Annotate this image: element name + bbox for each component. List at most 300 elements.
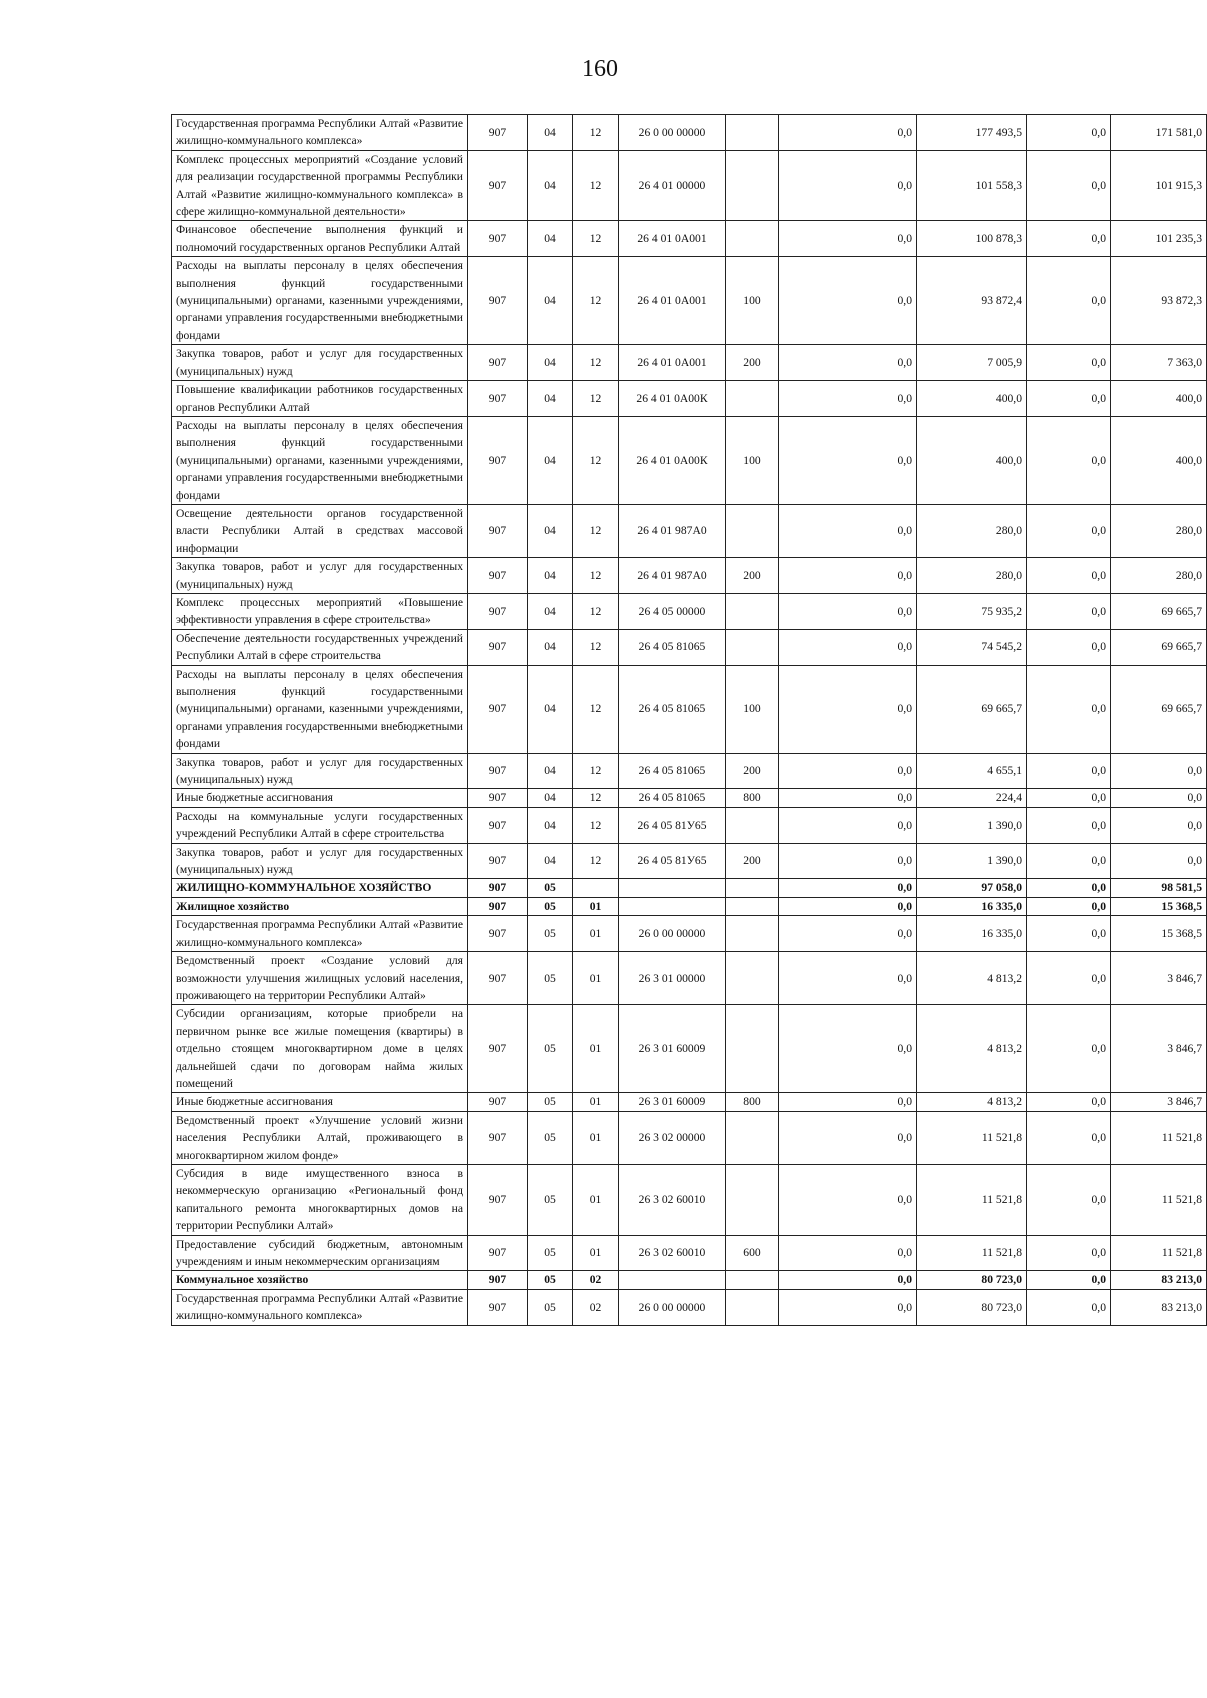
cell-section: 05 bbox=[528, 916, 573, 952]
cell-value-2: 4 813,2 bbox=[917, 1093, 1027, 1111]
cell-grbs: 907 bbox=[468, 843, 528, 879]
table-row bbox=[172, 879, 1207, 897]
cell-value-4: 11 521,8 bbox=[1111, 1111, 1207, 1164]
cell-subsection: 12 bbox=[573, 504, 619, 557]
cell-grbs: 907 bbox=[468, 789, 528, 807]
cell-value-1: 0,0 bbox=[779, 1289, 917, 1325]
cell-value-4: 0,0 bbox=[1111, 843, 1207, 879]
table-row bbox=[172, 115, 1207, 151]
table-row bbox=[172, 416, 1207, 504]
cell-name: Коммунальное хозяйство bbox=[172, 1271, 468, 1289]
cell-subsection: 02 bbox=[573, 1271, 619, 1289]
cell-value-1: 0,0 bbox=[779, 381, 917, 417]
cell-name: Финансовое обеспечение выполнения функций и полномочий государственных органов Республики Алтай bbox=[172, 221, 468, 257]
cell-grbs: 907 bbox=[468, 952, 528, 1005]
cell-target-article: 26 4 05 00000 bbox=[619, 593, 726, 629]
cell-value-2: 75 935,2 bbox=[917, 593, 1027, 629]
cell-value-4: 83 213,0 bbox=[1111, 1289, 1207, 1325]
cell-value-1: 0,0 bbox=[779, 150, 917, 221]
cell-subsection: 12 bbox=[573, 789, 619, 807]
cell-value-3: 0,0 bbox=[1027, 1005, 1111, 1093]
cell-subsection: 01 bbox=[573, 897, 619, 915]
table-row bbox=[172, 897, 1207, 915]
cell-subsection: 12 bbox=[573, 665, 619, 753]
cell-name: Жилищное хозяйство bbox=[172, 897, 468, 915]
table-row bbox=[172, 221, 1207, 257]
cell-section: 04 bbox=[528, 345, 573, 381]
cell-value-3: 0,0 bbox=[1027, 807, 1111, 843]
cell-value-4: 3 846,7 bbox=[1111, 1093, 1207, 1111]
cell-value-2: 1 390,0 bbox=[917, 843, 1027, 879]
cell-target-article: 26 4 01 0А00К bbox=[619, 416, 726, 504]
cell-value-2: 280,0 bbox=[917, 558, 1027, 594]
cell-subsection: 12 bbox=[573, 345, 619, 381]
cell-value-1: 0,0 bbox=[779, 593, 917, 629]
cell-grbs: 907 bbox=[468, 1271, 528, 1289]
cell-value-3: 0,0 bbox=[1027, 345, 1111, 381]
cell-section: 04 bbox=[528, 558, 573, 594]
cell-subsection: 12 bbox=[573, 257, 619, 345]
cell-target-article: 26 4 05 81065 bbox=[619, 789, 726, 807]
cell-name: Государственная программа Республики Алтай «Развитие жилищно-коммунального комплекса» bbox=[172, 916, 468, 952]
cell-grbs: 907 bbox=[468, 753, 528, 789]
cell-grbs: 907 bbox=[468, 593, 528, 629]
table-row bbox=[172, 345, 1207, 381]
cell-expense-type bbox=[726, 1271, 779, 1289]
page-number: 160 bbox=[582, 56, 618, 82]
cell-name: Закупка товаров, работ и услуг для государственных (муниципальных) нужд bbox=[172, 753, 468, 789]
cell-value-1: 0,0 bbox=[779, 897, 917, 915]
cell-name: Предоставление субсидий бюджетным, автономным учреждениям и иным некоммерческим организациям bbox=[172, 1235, 468, 1271]
cell-subsection: 12 bbox=[573, 593, 619, 629]
cell-value-1: 0,0 bbox=[779, 221, 917, 257]
cell-value-2: 4 655,1 bbox=[917, 753, 1027, 789]
cell-value-4: 15 368,5 bbox=[1111, 916, 1207, 952]
cell-value-2: 7 005,9 bbox=[917, 345, 1027, 381]
cell-value-1: 0,0 bbox=[779, 1271, 917, 1289]
cell-value-4: 93 872,3 bbox=[1111, 257, 1207, 345]
cell-expense-type bbox=[726, 629, 779, 665]
cell-grbs: 907 bbox=[468, 1289, 528, 1325]
cell-section: 04 bbox=[528, 257, 573, 345]
cell-value-1: 0,0 bbox=[779, 1111, 917, 1164]
cell-section: 05 bbox=[528, 1111, 573, 1164]
cell-value-2: 1 390,0 bbox=[917, 807, 1027, 843]
cell-target-article: 26 4 05 81У65 bbox=[619, 807, 726, 843]
table-row bbox=[172, 1164, 1207, 1235]
cell-value-3: 0,0 bbox=[1027, 558, 1111, 594]
cell-value-2: 100 878,3 bbox=[917, 221, 1027, 257]
cell-name: Повышение квалификации работников государственных органов Республики Алтай bbox=[172, 381, 468, 417]
table-row bbox=[172, 504, 1207, 557]
cell-value-1: 0,0 bbox=[779, 1164, 917, 1235]
cell-grbs: 907 bbox=[468, 1164, 528, 1235]
cell-value-3: 0,0 bbox=[1027, 504, 1111, 557]
cell-value-3: 0,0 bbox=[1027, 897, 1111, 915]
table-row bbox=[172, 916, 1207, 952]
cell-name: Субсидия в виде имущественного взноса в некоммерческую организацию «Региональный фонд капитального ремонта многоквартирных домов на территории Республики Алтай» bbox=[172, 1164, 468, 1235]
cell-subsection: 02 bbox=[573, 1289, 619, 1325]
cell-expense-type: 100 bbox=[726, 416, 779, 504]
table-body bbox=[172, 115, 1207, 1326]
cell-subsection: 12 bbox=[573, 807, 619, 843]
cell-target-article: 26 0 00 00000 bbox=[619, 115, 726, 151]
cell-value-1: 0,0 bbox=[779, 789, 917, 807]
table-row bbox=[172, 665, 1207, 753]
cell-target-article bbox=[619, 897, 726, 915]
cell-value-4: 69 665,7 bbox=[1111, 665, 1207, 753]
cell-value-4: 400,0 bbox=[1111, 416, 1207, 504]
cell-grbs: 907 bbox=[468, 221, 528, 257]
cell-target-article: 26 4 01 987А0 bbox=[619, 504, 726, 557]
cell-value-2: 11 521,8 bbox=[917, 1111, 1027, 1164]
cell-value-1: 0,0 bbox=[779, 1093, 917, 1111]
cell-grbs: 907 bbox=[468, 1005, 528, 1093]
cell-value-2: 80 723,0 bbox=[917, 1289, 1027, 1325]
cell-value-1: 0,0 bbox=[779, 665, 917, 753]
cell-value-1: 0,0 bbox=[779, 629, 917, 665]
cell-subsection: 01 bbox=[573, 1093, 619, 1111]
cell-expense-type: 600 bbox=[726, 1235, 779, 1271]
cell-value-3: 0,0 bbox=[1027, 1235, 1111, 1271]
cell-section: 05 bbox=[528, 1005, 573, 1093]
cell-target-article: 26 4 05 81065 bbox=[619, 629, 726, 665]
cell-value-1: 0,0 bbox=[779, 558, 917, 594]
cell-target-article: 26 4 01 987А0 bbox=[619, 558, 726, 594]
cell-value-2: 101 558,3 bbox=[917, 150, 1027, 221]
cell-value-2: 177 493,5 bbox=[917, 115, 1027, 151]
cell-expense-type bbox=[726, 115, 779, 151]
cell-value-2: 93 872,4 bbox=[917, 257, 1027, 345]
table-row bbox=[172, 753, 1207, 789]
cell-value-3: 0,0 bbox=[1027, 952, 1111, 1005]
table-row bbox=[172, 150, 1207, 221]
table-row bbox=[172, 593, 1207, 629]
cell-value-4: 11 521,8 bbox=[1111, 1235, 1207, 1271]
cell-section: 04 bbox=[528, 504, 573, 557]
cell-name: Закупка товаров, работ и услуг для государственных (муниципальных) нужд bbox=[172, 558, 468, 594]
cell-target-article: 26 3 01 60009 bbox=[619, 1093, 726, 1111]
cell-subsection: 01 bbox=[573, 1111, 619, 1164]
cell-value-4: 280,0 bbox=[1111, 558, 1207, 594]
cell-subsection: 01 bbox=[573, 1005, 619, 1093]
cell-target-article: 26 4 01 00000 bbox=[619, 150, 726, 221]
cell-value-1: 0,0 bbox=[779, 879, 917, 897]
cell-target-article: 26 0 00 00000 bbox=[619, 1289, 726, 1325]
cell-grbs: 907 bbox=[468, 381, 528, 417]
cell-value-2: 69 665,7 bbox=[917, 665, 1027, 753]
cell-value-1: 0,0 bbox=[779, 416, 917, 504]
cell-target-article bbox=[619, 879, 726, 897]
cell-target-article: 26 4 01 0А001 bbox=[619, 221, 726, 257]
cell-grbs: 907 bbox=[468, 897, 528, 915]
cell-grbs: 907 bbox=[468, 345, 528, 381]
cell-value-4: 83 213,0 bbox=[1111, 1271, 1207, 1289]
cell-target-article: 26 4 01 0А00К bbox=[619, 381, 726, 417]
cell-name: ЖИЛИЩНО-КОММУНАЛЬНОЕ ХОЗЯЙСТВО bbox=[172, 879, 468, 897]
cell-value-3: 0,0 bbox=[1027, 115, 1111, 151]
cell-value-1: 0,0 bbox=[779, 1005, 917, 1093]
cell-value-4: 101 235,3 bbox=[1111, 221, 1207, 257]
cell-name: Комплекс процессных мероприятий «Создание условий для реализации государственной программы Республики Алтай «Развитие жилищно-коммунального комплекса» в сфере жилищно-коммунальной деятельности» bbox=[172, 150, 468, 221]
table-row bbox=[172, 1093, 1207, 1111]
cell-value-3: 0,0 bbox=[1027, 221, 1111, 257]
cell-value-4: 0,0 bbox=[1111, 789, 1207, 807]
cell-grbs: 907 bbox=[468, 665, 528, 753]
cell-subsection: 01 bbox=[573, 1164, 619, 1235]
cell-expense-type: 200 bbox=[726, 753, 779, 789]
budget-table bbox=[171, 114, 1207, 1326]
cell-expense-type bbox=[726, 1164, 779, 1235]
cell-value-3: 0,0 bbox=[1027, 257, 1111, 345]
cell-value-2: 224,4 bbox=[917, 789, 1027, 807]
cell-section: 04 bbox=[528, 789, 573, 807]
cell-expense-type bbox=[726, 879, 779, 897]
cell-section: 04 bbox=[528, 115, 573, 151]
cell-name: Расходы на выплаты персоналу в целях обеспечения выполнения функций государственными (муниципальными) органами, казенными учреждениями, органами управления государственными внебюджетными фондами bbox=[172, 416, 468, 504]
cell-expense-type bbox=[726, 1289, 779, 1325]
cell-value-3: 0,0 bbox=[1027, 629, 1111, 665]
cell-value-1: 0,0 bbox=[779, 753, 917, 789]
cell-value-3: 0,0 bbox=[1027, 150, 1111, 221]
cell-subsection: 12 bbox=[573, 629, 619, 665]
cell-target-article: 26 3 02 60010 bbox=[619, 1164, 726, 1235]
cell-subsection: 12 bbox=[573, 753, 619, 789]
cell-expense-type: 100 bbox=[726, 665, 779, 753]
cell-name: Закупка товаров, работ и услуг для государственных (муниципальных) нужд bbox=[172, 345, 468, 381]
cell-value-4: 7 363,0 bbox=[1111, 345, 1207, 381]
cell-subsection: 12 bbox=[573, 221, 619, 257]
cell-section: 04 bbox=[528, 843, 573, 879]
cell-value-1: 0,0 bbox=[779, 345, 917, 381]
cell-expense-type bbox=[726, 504, 779, 557]
cell-value-3: 0,0 bbox=[1027, 1289, 1111, 1325]
cell-section: 05 bbox=[528, 952, 573, 1005]
cell-target-article: 26 4 01 0А001 bbox=[619, 345, 726, 381]
cell-name: Расходы на выплаты персоналу в целях обеспечения выполнения функций государственными (муниципальными) органами, казенными учреждениями, органами управления государственными внебюджетными фондами bbox=[172, 257, 468, 345]
cell-value-1: 0,0 bbox=[779, 504, 917, 557]
cell-subsection: 12 bbox=[573, 416, 619, 504]
cell-section: 05 bbox=[528, 1164, 573, 1235]
cell-grbs: 907 bbox=[468, 257, 528, 345]
cell-expense-type: 200 bbox=[726, 843, 779, 879]
table-row bbox=[172, 807, 1207, 843]
cell-name: Иные бюджетные ассигнования bbox=[172, 789, 468, 807]
cell-expense-type: 800 bbox=[726, 789, 779, 807]
cell-value-2: 16 335,0 bbox=[917, 897, 1027, 915]
cell-section: 04 bbox=[528, 807, 573, 843]
cell-value-3: 0,0 bbox=[1027, 753, 1111, 789]
cell-section: 04 bbox=[528, 629, 573, 665]
cell-grbs: 907 bbox=[468, 150, 528, 221]
cell-section: 05 bbox=[528, 1271, 573, 1289]
table-row bbox=[172, 1289, 1207, 1325]
cell-value-3: 0,0 bbox=[1027, 1271, 1111, 1289]
cell-value-4: 101 915,3 bbox=[1111, 150, 1207, 221]
cell-name: Расходы на коммунальные услуги государственных учреждений Республики Алтай в сфере строительства bbox=[172, 807, 468, 843]
cell-section: 05 bbox=[528, 879, 573, 897]
cell-value-2: 400,0 bbox=[917, 381, 1027, 417]
table-row bbox=[172, 381, 1207, 417]
cell-value-3: 0,0 bbox=[1027, 789, 1111, 807]
cell-target-article: 26 4 01 0А001 bbox=[619, 257, 726, 345]
cell-value-1: 0,0 bbox=[779, 843, 917, 879]
cell-target-article: 26 3 01 60009 bbox=[619, 1005, 726, 1093]
cell-section: 05 bbox=[528, 1235, 573, 1271]
cell-name: Комплекс процессных мероприятий «Повышение эффективности управления в сфере строительства» bbox=[172, 593, 468, 629]
cell-expense-type: 800 bbox=[726, 1093, 779, 1111]
cell-value-3: 0,0 bbox=[1027, 1111, 1111, 1164]
cell-value-4: 98 581,5 bbox=[1111, 879, 1207, 897]
cell-section: 04 bbox=[528, 150, 573, 221]
cell-value-4: 15 368,5 bbox=[1111, 897, 1207, 915]
cell-subsection: 12 bbox=[573, 115, 619, 151]
cell-section: 04 bbox=[528, 593, 573, 629]
cell-target-article: 26 4 05 81065 bbox=[619, 665, 726, 753]
cell-grbs: 907 bbox=[468, 807, 528, 843]
cell-expense-type bbox=[726, 1005, 779, 1093]
cell-grbs: 907 bbox=[468, 115, 528, 151]
cell-expense-type bbox=[726, 593, 779, 629]
cell-value-2: 16 335,0 bbox=[917, 916, 1027, 952]
cell-value-2: 4 813,2 bbox=[917, 952, 1027, 1005]
table-row bbox=[172, 1111, 1207, 1164]
cell-value-3: 0,0 bbox=[1027, 1164, 1111, 1235]
cell-value-2: 4 813,2 bbox=[917, 1005, 1027, 1093]
cell-value-4: 171 581,0 bbox=[1111, 115, 1207, 151]
cell-target-article: 26 3 02 00000 bbox=[619, 1111, 726, 1164]
cell-value-3: 0,0 bbox=[1027, 843, 1111, 879]
cell-target-article: 26 0 00 00000 bbox=[619, 916, 726, 952]
cell-value-3: 0,0 bbox=[1027, 879, 1111, 897]
cell-section: 04 bbox=[528, 416, 573, 504]
cell-subsection: 01 bbox=[573, 1235, 619, 1271]
cell-section: 05 bbox=[528, 1289, 573, 1325]
cell-value-3: 0,0 bbox=[1027, 665, 1111, 753]
cell-value-4: 11 521,8 bbox=[1111, 1164, 1207, 1235]
cell-expense-type bbox=[726, 221, 779, 257]
table-row bbox=[172, 1005, 1207, 1093]
cell-value-3: 0,0 bbox=[1027, 416, 1111, 504]
cell-section: 05 bbox=[528, 897, 573, 915]
cell-value-2: 400,0 bbox=[917, 416, 1027, 504]
cell-value-2: 74 545,2 bbox=[917, 629, 1027, 665]
cell-value-2: 11 521,8 bbox=[917, 1235, 1027, 1271]
cell-name: Закупка товаров, работ и услуг для государственных (муниципальных) нужд bbox=[172, 843, 468, 879]
cell-subsection: 12 bbox=[573, 558, 619, 594]
cell-name: Государственная программа Республики Алтай «Развитие жилищно-коммунального комплекса» bbox=[172, 115, 468, 151]
cell-value-4: 3 846,7 bbox=[1111, 952, 1207, 1005]
cell-grbs: 907 bbox=[468, 416, 528, 504]
table-row bbox=[172, 789, 1207, 807]
cell-target-article: 26 4 05 81У65 bbox=[619, 843, 726, 879]
cell-target-article: 26 3 01 00000 bbox=[619, 952, 726, 1005]
cell-expense-type bbox=[726, 150, 779, 221]
cell-value-4: 3 846,7 bbox=[1111, 1005, 1207, 1093]
table-row bbox=[172, 629, 1207, 665]
cell-value-1: 0,0 bbox=[779, 1235, 917, 1271]
cell-value-3: 0,0 bbox=[1027, 593, 1111, 629]
cell-value-3: 0,0 bbox=[1027, 381, 1111, 417]
cell-value-4: 400,0 bbox=[1111, 381, 1207, 417]
cell-subsection: 12 bbox=[573, 381, 619, 417]
cell-value-3: 0,0 bbox=[1027, 916, 1111, 952]
cell-target-article bbox=[619, 1271, 726, 1289]
cell-name: Государственная программа Республики Алтай «Развитие жилищно-коммунального комплекса» bbox=[172, 1289, 468, 1325]
table-row bbox=[172, 257, 1207, 345]
cell-name: Освещение деятельности органов государственной власти Республики Алтай в средствах массовой информации bbox=[172, 504, 468, 557]
cell-value-4: 69 665,7 bbox=[1111, 629, 1207, 665]
cell-name: Расходы на выплаты персоналу в целях обеспечения выполнения функций государственными (муниципальными) органами, казенными учреждениями, органами управления государственными внебюджетными фондами bbox=[172, 665, 468, 753]
table-row bbox=[172, 952, 1207, 1005]
cell-name: Иные бюджетные ассигнования bbox=[172, 1093, 468, 1111]
cell-name: Ведомственный проект «Улучшение условий жизни населения Республики Алтай, проживающего в многоквартирном жилом фонде» bbox=[172, 1111, 468, 1164]
cell-expense-type bbox=[726, 807, 779, 843]
cell-target-article: 26 3 02 60010 bbox=[619, 1235, 726, 1271]
cell-value-4: 0,0 bbox=[1111, 753, 1207, 789]
cell-section: 04 bbox=[528, 753, 573, 789]
cell-value-2: 11 521,8 bbox=[917, 1164, 1027, 1235]
cell-expense-type: 100 bbox=[726, 257, 779, 345]
cell-section: 05 bbox=[528, 1093, 573, 1111]
cell-subsection bbox=[573, 879, 619, 897]
cell-value-2: 280,0 bbox=[917, 504, 1027, 557]
table-row bbox=[172, 1235, 1207, 1271]
cell-grbs: 907 bbox=[468, 1235, 528, 1271]
cell-section: 04 bbox=[528, 665, 573, 753]
cell-grbs: 907 bbox=[468, 1111, 528, 1164]
cell-value-4: 0,0 bbox=[1111, 807, 1207, 843]
cell-grbs: 907 bbox=[468, 558, 528, 594]
cell-value-1: 0,0 bbox=[779, 916, 917, 952]
cell-value-4: 69 665,7 bbox=[1111, 593, 1207, 629]
cell-value-1: 0,0 bbox=[779, 807, 917, 843]
cell-expense-type bbox=[726, 952, 779, 1005]
cell-name: Ведомственный проект «Создание условий для возможности улучшения жилищных условий населения, проживающего на территории Республики Алтай» bbox=[172, 952, 468, 1005]
cell-subsection: 12 bbox=[573, 150, 619, 221]
cell-grbs: 907 bbox=[468, 916, 528, 952]
cell-grbs: 907 bbox=[468, 879, 528, 897]
table-row bbox=[172, 1271, 1207, 1289]
cell-expense-type bbox=[726, 916, 779, 952]
cell-grbs: 907 bbox=[468, 504, 528, 557]
cell-value-1: 0,0 bbox=[779, 952, 917, 1005]
cell-grbs: 907 bbox=[468, 1093, 528, 1111]
cell-subsection: 01 bbox=[573, 952, 619, 1005]
cell-value-4: 280,0 bbox=[1111, 504, 1207, 557]
cell-value-2: 80 723,0 bbox=[917, 1271, 1027, 1289]
cell-name: Субсидии организациям, которые приобрели на первичном рынке все жилые помещения (квартиры) в отдельно стоящем многоквартирном доме в целях дальнейшей сдачи по договорам найма жилых помещений bbox=[172, 1005, 468, 1093]
cell-value-1: 0,0 bbox=[779, 115, 917, 151]
cell-section: 04 bbox=[528, 221, 573, 257]
table-row bbox=[172, 843, 1207, 879]
cell-expense-type bbox=[726, 1111, 779, 1164]
cell-value-3: 0,0 bbox=[1027, 1093, 1111, 1111]
cell-value-1: 0,0 bbox=[779, 257, 917, 345]
cell-expense-type bbox=[726, 897, 779, 915]
table-row bbox=[172, 558, 1207, 594]
cell-subsection: 01 bbox=[573, 916, 619, 952]
cell-subsection: 12 bbox=[573, 843, 619, 879]
cell-expense-type: 200 bbox=[726, 345, 779, 381]
cell-section: 04 bbox=[528, 381, 573, 417]
cell-target-article: 26 4 05 81065 bbox=[619, 753, 726, 789]
cell-value-2: 97 058,0 bbox=[917, 879, 1027, 897]
cell-expense-type bbox=[726, 381, 779, 417]
cell-name: Обеспечение деятельности государственных учреждений Республики Алтай в сфере строительства bbox=[172, 629, 468, 665]
cell-grbs: 907 bbox=[468, 629, 528, 665]
cell-expense-type: 200 bbox=[726, 558, 779, 594]
